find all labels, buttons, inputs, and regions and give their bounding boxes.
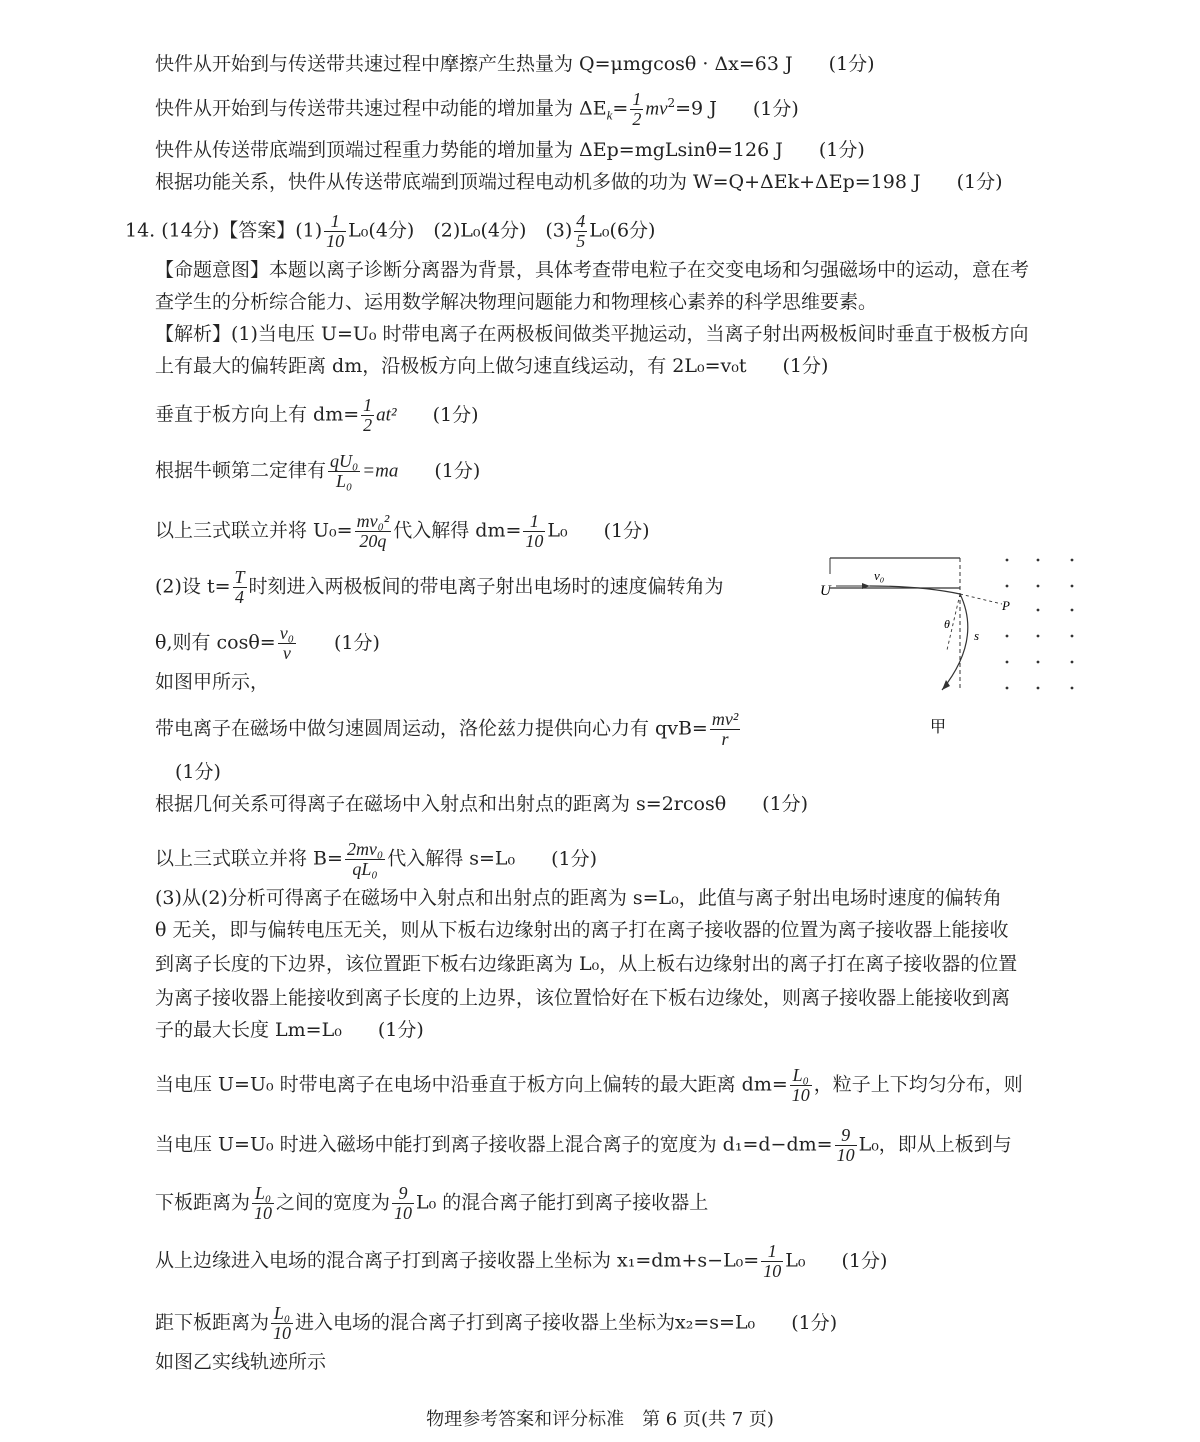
fraction: $\frac{9}{10}$ <box>836 1125 855 1165</box>
score: (1分) <box>603 519 650 542</box>
fraction: $\frac{\text{mv²}}{r}$ <box>711 709 739 749</box>
equation-line: 当电压 U=U₀ 时进入磁场中能打到离子接收器上混合离子的宽度为 d₁=d−dm= $\frac{9}{10}$ L₀，即从上板到与 <box>155 1125 1012 1165</box>
field-dot <box>1037 609 1040 612</box>
equation-line: (2)设 t= $\frac{T}{4}$ 时刻进入两极板间的带电离子射出电场时的速度偏转角为 <box>155 567 724 607</box>
page-footer: 物理参考答案和评分标准 第 6 页(共 7 页) <box>426 1409 774 1430</box>
text-line: θ 无关，即与偏转电压无关，则从下板右边缘射出的离子打在离子接收器的位置为离子接收器上能接收 <box>155 919 1009 941</box>
field-dot <box>1071 661 1074 664</box>
v0-label: v₀ <box>874 568 885 583</box>
field-dot <box>1037 635 1040 638</box>
velocity-dashed <box>960 594 1002 604</box>
fraction: $\frac{\text{L₀}}{10}$ <box>273 1303 292 1343</box>
equation-line: 根据牛顿第二定律有 $\frac{\text{qU₀}}{\text{L₀}}$ =ma (1分) <box>155 451 481 491</box>
score: (1分) <box>432 403 479 426</box>
score: (1分) <box>752 97 799 120</box>
text-line: 根据功能关系，快件从传送带底端到顶端过程电动机多做的功为 W=Q+ΔEk+ΔEp=198 J (1分) <box>155 171 1003 193</box>
equation-line: 以上三式联立并将 U₀= $\frac{\text{mv₀²}}{20q}$ 代入解得 dm= $\frac{1}{10}$ L₀ (1分) <box>155 511 650 551</box>
figure-jia <box>812 550 1090 740</box>
score: (1分) <box>782 355 829 377</box>
s-label: s <box>974 628 980 643</box>
question-14-answer: 14. (14分)【答案】(1) $\frac{1}{10}$ L₀(4分) (2)L₀(4分) (3) $\frac{4}{5}$ L₀(6分) <box>125 211 656 251</box>
score: (1分) <box>377 1019 424 1041</box>
text-line: 快件从传送带底端到顶端过程重力势能的增加量为 ΔEp=mgLsinθ=126 J (1分) <box>155 139 865 161</box>
score: (1分) <box>818 139 865 161</box>
fraction: $\frac{1}{2}$ <box>632 89 642 129</box>
equation-line: 带电离子在磁场中做匀速圆周运动，洛伦兹力提供向心力有 qvB= $\frac{\text{mv²}}{r}$ <box>155 709 739 749</box>
score: (1分) <box>791 1311 838 1334</box>
equation-line: 当电压 U=U₀ 时带电离子在电场中沿垂直于板方向上偏转的最大距离 dm= $\frac{\text{L₀}}{10}$ ，粒子上下均匀分布，则 <box>155 1065 1023 1105</box>
fraction: $\frac{\text{v₀}}{v}$ <box>279 623 294 663</box>
field-dot <box>1006 661 1009 664</box>
text-line: 查学生的分析综合能力、运用数学解决物理问题能力和物理核心素养的科学思维要素。 <box>155 291 878 313</box>
field-dot <box>1006 635 1009 638</box>
p-label: P <box>1002 598 1010 613</box>
score: (1分) <box>828 53 875 75</box>
text-line: 【命题意图】本题以离子诊断分离器为背景，具体考查带电粒子在交变电场和匀强磁场中的运动，意在考 <box>155 259 1030 281</box>
text-line: 根据几何关系可得离子在磁场中入射点和出射点的距离为 s=2rcosθ (1分) <box>155 793 809 815</box>
field-dot <box>1071 635 1074 638</box>
fraction: $\frac{T}{4}$ <box>234 567 245 607</box>
score: (1分) <box>551 847 598 870</box>
text-line: 如图乙实线轨迹所示 <box>155 1351 327 1373</box>
equation-line: 从上边缘进入电场的混合离子打到离子接收器上坐标为 x₁=dm+s−L₀= $\frac{1}{10}$ L₀ (1分) <box>155 1241 888 1281</box>
trajectory-in-magnetic-field <box>942 594 968 690</box>
fraction: $\frac{\text{mv₀²}}{20q}$ <box>356 511 390 551</box>
magnetic-field-dots <box>1006 559 1074 690</box>
fraction: $\frac{4}{5}$ <box>576 211 586 251</box>
fraction: $\frac{1}{10}$ <box>525 511 544 551</box>
field-dot <box>1006 559 1009 562</box>
theta-label: θ <box>944 617 950 631</box>
text-line: 快件从开始到与传送带共速过程中摩擦产生热量为 Q=μmgcosθ · Δx=63 J (1分) <box>155 53 875 75</box>
score: (1分) <box>956 171 1003 193</box>
score: (1分) <box>841 1249 888 1272</box>
field-dot <box>1037 661 1040 664</box>
field-dot <box>1071 687 1074 690</box>
fraction: $\frac{1}{10}$ <box>326 211 345 251</box>
fraction: $\frac{\text{2mv₀}}{\text{qL₀}}$ <box>346 839 384 879</box>
equation-line: 以上三式联立并将 B= $\frac{\text{2mv₀}}{\text{qL₀}}$ 代入解得 s=L₀ (1分) <box>155 839 598 879</box>
score: (1分) <box>333 631 380 654</box>
fraction: $\frac{9}{10}$ <box>394 1183 413 1223</box>
score: (1分) <box>762 793 809 815</box>
field-dot <box>1037 585 1040 588</box>
field-dot <box>1071 559 1074 562</box>
text-line: 如图甲所示， <box>155 671 270 693</box>
fraction: $\frac{1}{2}$ <box>363 395 373 435</box>
fraction: $\frac{\text{qU₀}}{\text{L₀}}$ <box>330 451 359 491</box>
text-line: 【解析】(1)当电压 U=U₀ 时带电离子在两极板间做类平抛运动，当离子射出两极板间时垂直于极板方向 <box>155 323 1029 345</box>
field-dot <box>1006 585 1009 588</box>
fraction: $\frac{\text{L₀}}{10}$ <box>791 1065 810 1105</box>
trajectory-in-field <box>870 586 960 594</box>
text-line: 为离子接收器上能接收到离子长度的上边界，该位置恰好在下板右边缘处，则离子接收器上能接收到离 <box>155 987 1011 1009</box>
text-line: (3)从(2)分析可得离子在磁场中入射点和出射点的距离为 s=L₀，此值与离子射出电场时速度的偏转角 <box>155 887 1002 909</box>
field-dot <box>1006 687 1009 690</box>
figure-caption: 甲 <box>930 717 947 736</box>
fraction: $\frac{1}{10}$ <box>763 1241 782 1281</box>
field-dot <box>1037 687 1040 690</box>
equation-line: 距下板距离为 $\frac{\text{L₀}}{10}$ 进入电场的混合离子打到离子接收器上坐标为x₂=s=L₀ (1分) <box>155 1303 838 1343</box>
u-label: U <box>820 583 831 599</box>
equation-line: 下板距离为 $\frac{\text{L₀}}{10}$ 之间的宽度为 $\frac{9}{10}$ L₀ 的混合离子能打到离子接收器上 <box>155 1183 709 1223</box>
fraction: $\frac{\text{L₀}}{10}$ <box>254 1183 273 1223</box>
equation-line: θ,则有 cosθ= $\frac{\text{v₀}}{v}$ (1分) <box>155 623 380 663</box>
score: (1分) <box>175 761 221 783</box>
score: (1分) <box>434 459 481 482</box>
field-dot <box>1071 585 1074 588</box>
text-line: 到离子长度的下边界，该位置距下板右边缘距离为 L₀，从上板右边缘射出的离子打在离子接收器的位置 <box>155 953 1018 975</box>
text-line: 快件从开始到与传送带共速过程中动能的增加量为 $\Delta E_k=$ $\frac{1}{2}$ $mv^2=9$ J (1分) <box>155 89 799 129</box>
field-dot <box>1037 559 1040 562</box>
field-dot <box>1071 609 1074 612</box>
text-line: 子的最大长度 Lm=L₀ (1分) <box>155 1019 424 1041</box>
text-line: 上有最大的偏转距离 dm，沿极板方向上做匀速直线运动，有 2L₀=v₀t (1分) <box>155 355 829 377</box>
equation-line: 垂直于板方向上有 dm= $\frac{1}{2}$ at² (1分) <box>155 395 479 435</box>
